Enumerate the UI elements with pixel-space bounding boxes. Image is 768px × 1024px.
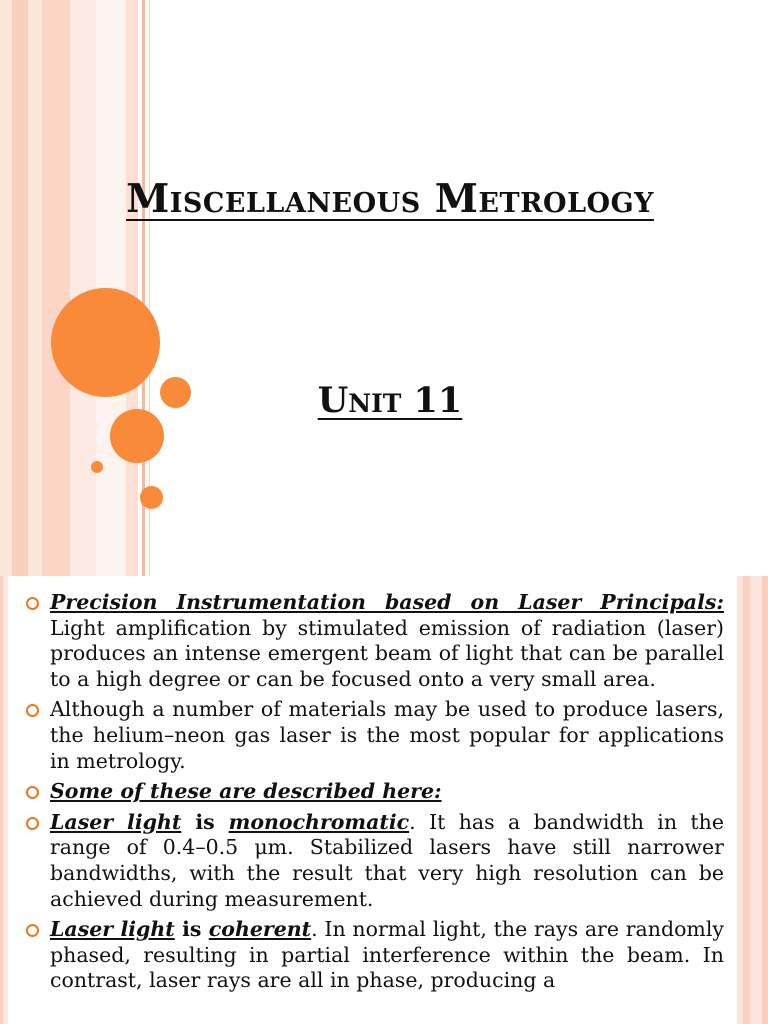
decor-circle <box>140 486 163 509</box>
bullet-text: Some of these are described here: <box>50 779 442 804</box>
decor-circle <box>160 377 191 408</box>
bullet-circle-icon <box>26 924 39 937</box>
bullet-circle-icon <box>26 597 39 610</box>
bullet-circle-icon <box>26 704 39 717</box>
decor-stripe <box>750 576 762 1024</box>
bullet-item <box>26 697 724 774</box>
bullet-text: is <box>174 917 209 942</box>
bullet-list <box>26 590 724 999</box>
bullet-circle-icon <box>26 786 39 799</box>
bullet-text: . It has a bandwidth in the range of 0.4–0.5 μm. Stabilized lasers have still narrower bandwidths, with the result that very high resolution can be achieved during measurement. <box>50 809 724 911</box>
bullet-text: Precision Instrumentation based on Laser Principals: <box>50 590 724 614</box>
bullet-item <box>26 779 724 805</box>
bullet-text: Laser light <box>50 917 175 942</box>
bullet-text: Laser light <box>50 809 182 834</box>
bullet-text: Although a number of materials may be used to produce lasers, the helium–neon gas laser is the most popular for applications in metrology. <box>50 697 724 773</box>
decor-circle-large <box>51 288 160 397</box>
decor-stripe <box>12 0 28 576</box>
bullet-item <box>26 810 724 912</box>
bullet-text: coherent <box>208 917 312 942</box>
bullet-circle-icon <box>26 817 39 830</box>
decor-stripe <box>42 0 70 576</box>
bullet-item <box>26 590 724 692</box>
content-slide <box>0 576 768 1024</box>
bullet-text: Light amplification by stimulated emission of radiation (laser) produces an intense emergent beam of light that can be parallel to a high degree or can be focused onto a very small area. <box>50 615 724 691</box>
decor-stripe <box>70 0 96 576</box>
decor-stripe <box>126 0 138 576</box>
bullet-text: monochromatic <box>228 809 410 834</box>
bullet-text: is <box>181 809 229 834</box>
decor-circle <box>110 409 164 463</box>
decor-stripe <box>0 0 12 576</box>
decor-stripe <box>3 576 8 1024</box>
decor-stripe <box>28 0 42 576</box>
bullet-item <box>26 917 724 994</box>
slide-title: Miscellaneous Metrology <box>126 176 654 222</box>
decor-stripe <box>762 576 768 1024</box>
decor-stripe <box>743 576 750 1024</box>
bullet-text: . In normal light, the rays are randomly phased, resulting in partial interference within the beam. In contrast, laser rays are all in phase, producing a <box>50 917 724 993</box>
decor-circle <box>91 461 103 473</box>
slide-subtitle: Unit 11 <box>317 380 463 421</box>
